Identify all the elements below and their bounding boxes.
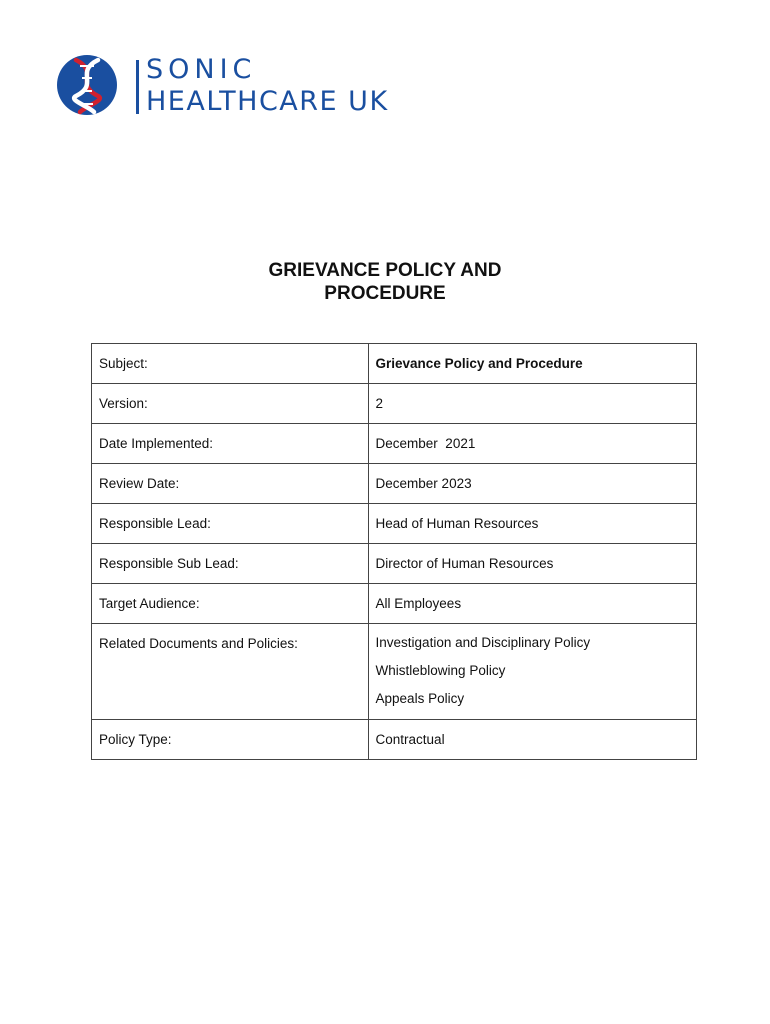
row-label-policy-type: Policy Type: bbox=[92, 720, 369, 760]
logo-text-line2: HEALTHCARE UK bbox=[146, 86, 389, 117]
row-value-related-documents bbox=[368, 624, 696, 720]
row-value-responsible-sub-lead: Director of Human Resources bbox=[368, 544, 696, 584]
policy-details-table bbox=[91, 343, 697, 760]
table-row bbox=[92, 464, 697, 504]
table-row bbox=[92, 344, 697, 384]
table-row bbox=[92, 504, 697, 544]
related-document-item: Investigation and Disciplinary Policy bbox=[375, 635, 591, 650]
row-label-date-implemented: Date Implemented: bbox=[92, 424, 369, 464]
row-label-responsible-sub-lead: Responsible Sub Lead: bbox=[92, 544, 369, 584]
table-row bbox=[92, 384, 697, 424]
table-row bbox=[92, 544, 697, 584]
row-label-responsible-lead: Responsible Lead: bbox=[92, 504, 369, 544]
table-row bbox=[92, 624, 697, 720]
row-value-version: 2 bbox=[368, 384, 696, 424]
row-value-review-date: December 2023 bbox=[368, 464, 696, 504]
row-label-target-audience: Target Audience: bbox=[92, 584, 369, 624]
dna-helix-icon bbox=[56, 54, 118, 116]
document-title bbox=[0, 259, 770, 305]
row-value-target-audience: All Employees bbox=[368, 584, 696, 624]
logo-divider bbox=[136, 60, 139, 114]
company-logo bbox=[56, 54, 466, 118]
row-value-subject: Grievance Policy and Procedure bbox=[368, 344, 696, 384]
title-line-1: GRIEVANCE POLICY AND bbox=[268, 260, 502, 281]
row-label-version: Version: bbox=[92, 384, 369, 424]
row-label-review-date: Review Date: bbox=[92, 464, 369, 504]
row-label-subject: Subject: bbox=[92, 344, 369, 384]
logo-text-line1: SONIC bbox=[146, 54, 257, 85]
table-row bbox=[92, 424, 697, 464]
related-document-item: Whistleblowing Policy bbox=[375, 663, 506, 678]
title-line-2: PROCEDURE bbox=[324, 283, 446, 304]
row-label-related-documents: Related Documents and Policies: bbox=[92, 624, 369, 720]
table-row bbox=[92, 720, 697, 760]
row-value-responsible-lead: Head of Human Resources bbox=[368, 504, 696, 544]
row-value-policy-type: Contractual bbox=[368, 720, 696, 760]
related-document-item: Appeals Policy bbox=[375, 691, 465, 706]
row-value-date-implemented: December 2021 bbox=[368, 424, 696, 464]
table-row bbox=[92, 584, 697, 624]
